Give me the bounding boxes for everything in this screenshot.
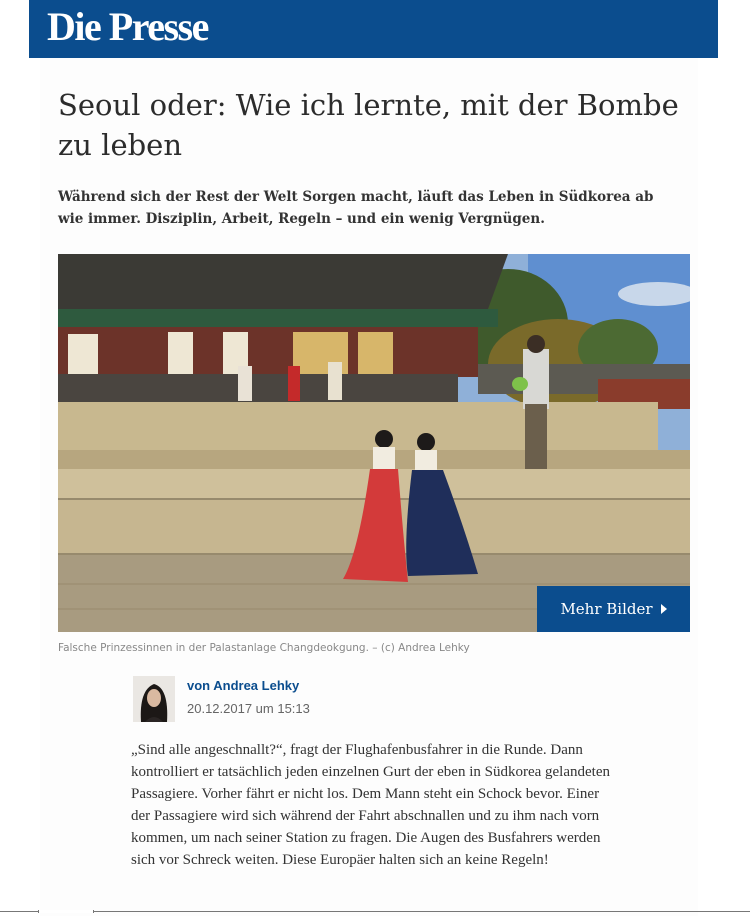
palace-photo-illustration	[58, 254, 690, 632]
site-logo[interactable]: Die Presse	[47, 4, 208, 49]
article-body: „Sind alle angeschnallt?“, fragt der Flughafenbusfahrer in die Runde. Dann kontrolliert er tatsächlich jeden einzelnen Gurt der eben in Südkorea gelandeten Passagiere. Vorher fährt er nicht los. Dem Mann steht ein Schock bevor. Einer der Passagiere wird sich während der Fahrt abschnallen und zu ihm nach vorn kommen, um nach seiner Station zu fragen. Die Augen des Busfahrers werden sich vor Schreck weiten. Diese Europäer halten sich an keine Regeln!	[131, 742, 610, 868]
photo-caption: Falsche Prinzessinnen in der Palastanlage Changdeokgung. – (c) Andrea Lehky	[58, 642, 470, 654]
page-bottom-tab	[38, 910, 94, 913]
triangle-right-icon	[661, 604, 667, 614]
more-images-button[interactable]	[537, 586, 690, 632]
masthead	[29, 0, 718, 58]
author-block	[133, 676, 533, 724]
article-lead: Während sich der Rest der Welt Sorgen macht, läuft das Leben in Südkorea ab wie immer. Disziplin, Arbeit, Regeln – und ein wenig Vergnügen.	[58, 189, 654, 227]
author-name-link[interactable]: von Andrea Lehky	[187, 678, 300, 693]
more-images-label: Mehr Bilder	[560, 600, 653, 618]
publish-date: 20.12.2017 um 15:13	[187, 701, 310, 716]
article-photo[interactable]	[58, 254, 690, 632]
page-bottom-rule	[0, 911, 750, 912]
article-headline: Seoul oder: Wie ich lernte, mit der Bombe zu leben	[58, 88, 679, 162]
author-avatar[interactable]	[133, 676, 175, 722]
avatar-portrait-icon	[133, 676, 175, 722]
